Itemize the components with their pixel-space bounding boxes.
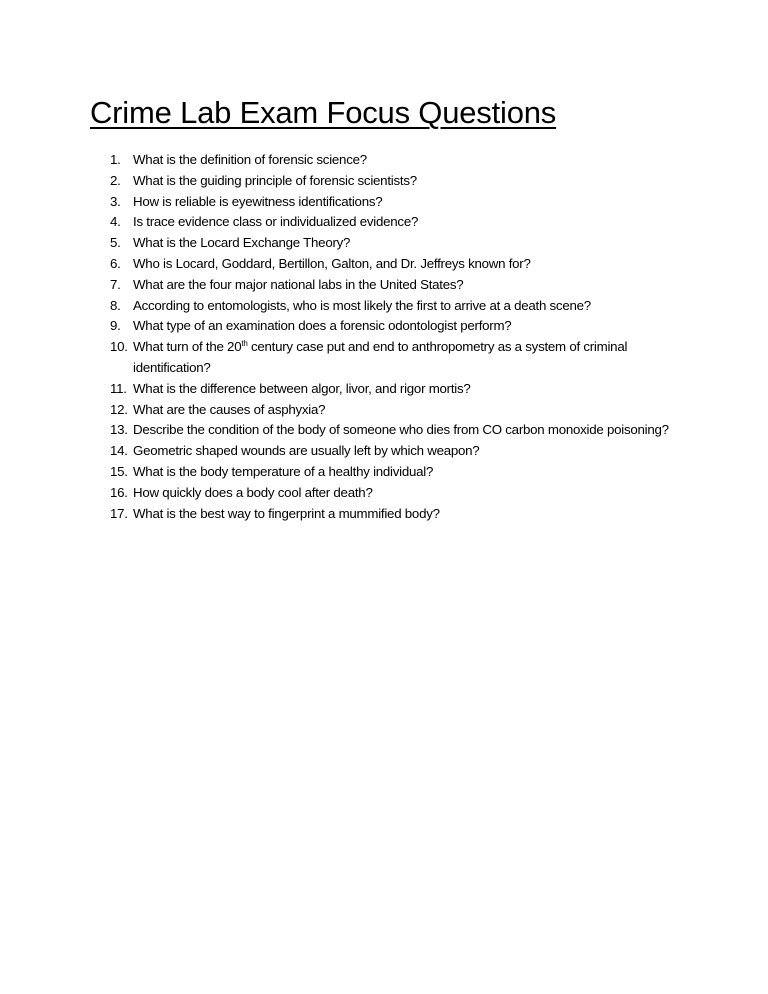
- question-text: What is the difference between algor, livor, and rigor mortis?: [133, 380, 471, 396]
- question-number: 8.: [110, 297, 121, 313]
- question-list: [0, 150, 768, 524]
- ordinal-superscript: th: [241, 339, 248, 349]
- question-text: Is trace evidence class or individualized evidence?: [133, 214, 419, 230]
- question-text: What is the Locard Exchange Theory?: [133, 235, 351, 251]
- question-item: [0, 254, 768, 275]
- question-number: 4.: [110, 214, 121, 230]
- question-item: [0, 441, 768, 462]
- question-item: [0, 483, 768, 504]
- question-text: What is the body temperature of a healthy individual?: [133, 463, 434, 479]
- question-item: [0, 504, 768, 525]
- question-item: [0, 296, 768, 317]
- question-text-part: century case put and end to anthropometry as a system of criminal identification?: [133, 339, 628, 375]
- question-text: What are the four major national labs in the United States?: [133, 276, 464, 292]
- question-text: Describe the condition of the body of someone who dies from CO carbon monoxide poisoning?: [133, 422, 669, 438]
- question-item: [0, 233, 768, 254]
- question-number: 1.: [110, 152, 121, 167]
- question-item: [0, 192, 768, 213]
- question-number: 14.: [110, 443, 128, 459]
- question-text: What are the causes of asphyxia?: [133, 401, 326, 417]
- question-text: Who is Locard, Goddard, Bertillon, Galton, and Dr. Jeffreys known for?: [133, 255, 531, 271]
- question-number: 2.: [110, 172, 121, 188]
- question-item: [0, 420, 768, 441]
- question-text: What type of an examination does a forensic odontologist perform?: [133, 318, 512, 334]
- question-text: What is the definition of forensic science?: [133, 152, 367, 167]
- question-text: How quickly does a body cool after death?: [133, 484, 373, 500]
- question-number: 6.: [110, 255, 121, 271]
- question-item: [0, 337, 768, 379]
- question-text: What is the best way to fingerprint a mummified body?: [133, 505, 440, 521]
- question-text-part: What turn of the 20: [133, 339, 242, 355]
- question-number: 5.: [110, 235, 121, 251]
- question-text: What is the guiding principle of forensic scientists?: [133, 172, 417, 188]
- document-title: Crime Lab Exam Focus Questions: [90, 95, 557, 130]
- question-text: Geometric shaped wounds are usually left by which weapon?: [133, 443, 480, 459]
- question-number: 17.: [110, 505, 128, 521]
- question-number: 9.: [110, 318, 121, 334]
- question-item: [0, 171, 768, 192]
- question-text: According to entomologists, who is most likely the first to arrive at a death scene?: [133, 297, 591, 313]
- question-item: [0, 316, 768, 337]
- question-item: [0, 212, 768, 233]
- question-item: [0, 379, 768, 400]
- question-number: 10.: [110, 339, 128, 355]
- question-text: How is reliable is eyewitness identifications?: [133, 193, 383, 209]
- question-item: [0, 150, 768, 171]
- question-number: 7.: [110, 276, 121, 292]
- question-item: [0, 462, 768, 483]
- question-number: 16.: [110, 484, 128, 500]
- question-number: 12.: [110, 401, 128, 417]
- question-number: 15.: [110, 463, 128, 479]
- question-item: [0, 400, 768, 421]
- question-text: [133, 337, 693, 379]
- question-number: 13.: [110, 422, 128, 438]
- question-number: 3.: [110, 193, 121, 209]
- question-item: [0, 275, 768, 296]
- question-number: 11.: [110, 380, 127, 396]
